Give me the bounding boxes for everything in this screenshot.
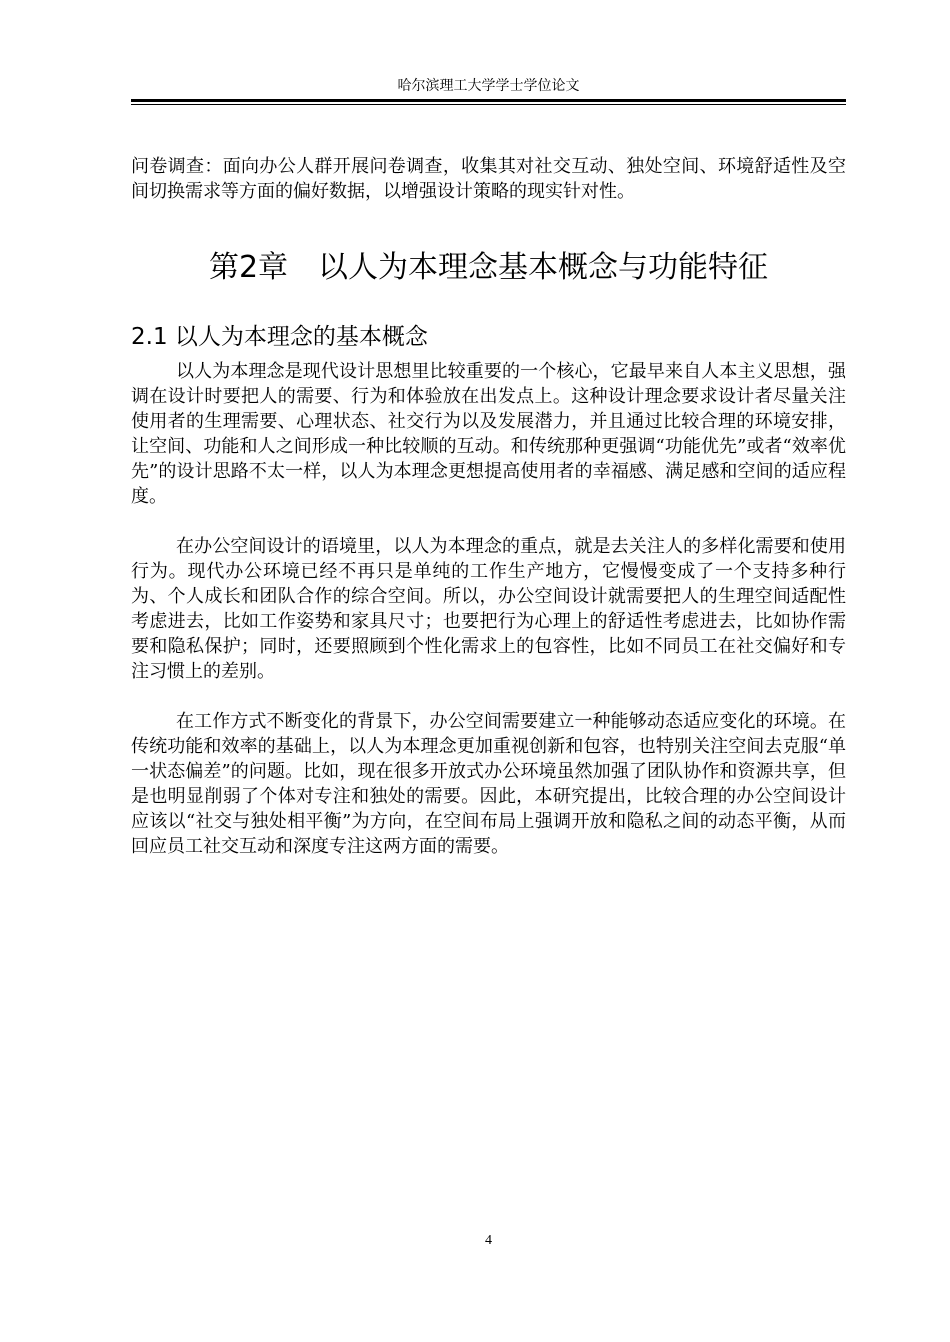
header-rule-thick [131,99,846,102]
body-paragraph-1: 以人为本理念是现代设计思想里比较重要的一个核心，它最早来自人本主义思想，强调在设计时要把人的需要、行为和体验放在出发点上。这种设计理念要求设计者尽量关注使用者的生理需要、心理状态、社交行为以及发展潜力，并且通过比较合理的环境安排，让空间、功能和人之间形成一种比较顺的互动。和传统那种更强调“功能优先”或者“效率优先”的设计思路不太一样，以人为本理念更想提高使用者的幸福感、满足感和空间的适应程度。 [131,361,846,507]
chapter-title: 第2章 以人为本理念基本概念与功能特征 [208,250,769,285]
page-body [131,154,846,859]
intro-paragraph: 问卷调查：面向办公人群开展问卷调查，收集其对社交互动、独处空间、环境舒适性及空间切换需求等方面的偏好数据，以增强设计策略的现实针对性。 [131,156,846,202]
header-rule-thin [131,104,846,105]
page-number: 4 [485,1233,492,1248]
running-header: 哈尔滨理工大学学士学位论文 [397,78,580,94]
section-title: 2.1 以人为本理念的基本概念 [131,324,428,350]
body-paragraph-3: 在工作方式不断变化的背景下，办公空间需要建立一种能够动态适应变化的环境。在传统功能和效率的基础上，以人为本理念更加重视创新和包容，也特别关注空间去克服“单一状态偏差”的问题。比如，现在很多开放式办公环境虽然加强了团队协作和资源共享，但是也明显削弱了个体对专注和独处的需要。因此，本研究提出，比较合理的办公空间设计应该以“社交与独处相平衡”为方向，在空间布局上强调开放和隐私之间的动态平衡，从而回应员工社交互动和深度专注这两方面的需要。 [131,711,846,857]
body-paragraph-2: 在办公空间设计的语境里，以人为本理念的重点，就是去关注人的多样化需要和使用行为。现代办公环境已经不再只是单纯的工作生产地方，它慢慢变成了一个支持多种行为、个人成长和团队合作的综合空间。所以，办公空间设计就需要把人的生理空间适配性考虑进去，比如工作姿势和家具尺寸；也要把行为心理上的舒适性考虑进去，比如协作需要和隐私保护；同时，还要照顾到个性化需求上的包容性，比如不同员工在社交偏好和专注习惯上的差别。 [131,536,846,682]
